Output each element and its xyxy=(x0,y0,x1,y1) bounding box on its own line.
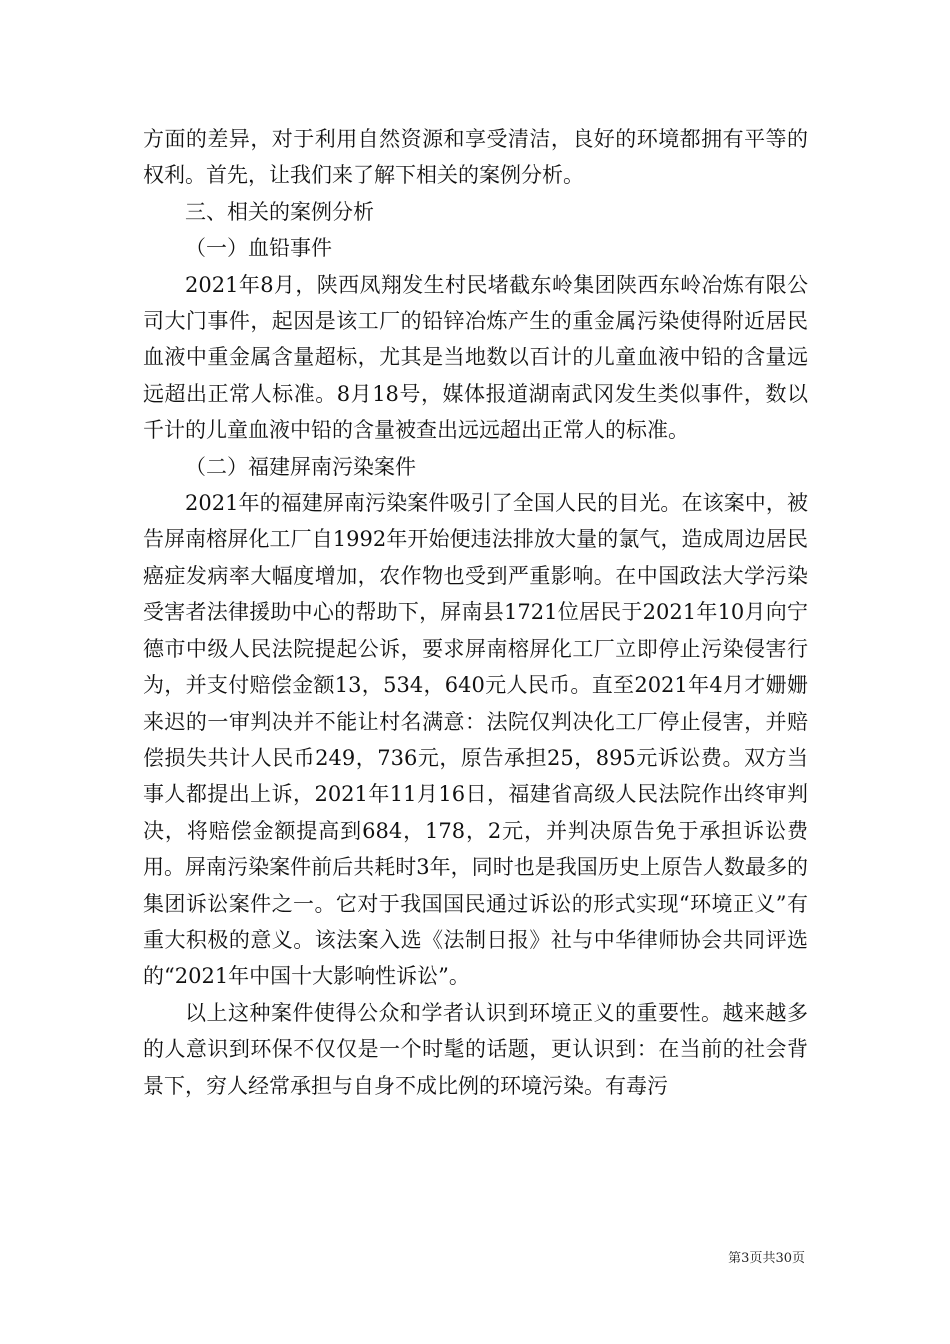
page-number-footer: 第3页共30页 xyxy=(728,1251,805,1266)
section-heading: 三、相关的案例分析 xyxy=(185,199,374,224)
paragraph-intro: 方面的差异，对于利用自然资源和享受清洁，良好的环境都拥有平等的权利。首先，让我们来了解下相关的案例分析。 xyxy=(143,127,808,188)
subsection-heading-pingnan: （二）福建屏南污染案件 xyxy=(185,454,416,479)
paragraph-conclusion: 以上这种案件使得公众和学者认识到环境正义的重要性。越来越多的人意识到环保不仅仅是一个时髦的话题，更认识到：在当前的社会背景下，穷人经常承担与自身不成比例的环境污染。有毒污 xyxy=(143,1000,808,1098)
subsection-heading-lead-blood: （一）血铅事件 xyxy=(185,236,332,261)
paragraph-pingnan: 2021年的福建屏南污染案件吸引了全国人民的目光。在该案中，被告屏南榕屏化工厂自1992年开始便违法排放大量的氯气，造成周边居民癌症发病率大幅度增加，农作物也受到严重影响。在中国政法大学污染受害者法律援助中心的帮助下，屏南县1721位居民于2021年10月向宁德市中级人民法院提起公诉，要求屏南榕屏化工厂立即停止污染侵害行为，并支付赔偿金额13，534，640元人民币。直至2021年4月才姗姗来迟的一审判决并不能让村名满意：法院仅判决化工厂停止侵害，并赔偿损失共计人民币249，736元，原告承担25，895元诉讼费。双方当事人都提出上诉，2021年11月16日，福建省高级人民法院作出终审判决，将赔偿金额提高到684，178，2元，并判决原告免于承担诉讼费用。屏南污染案件前后共耗时3年，同时也是我国历史上原告人数最多的集团诉讼案件之一。它对于我国国民通过诉讼的形式实现“环境正义”有重大积极的意义。该法案入选《法制日报》社与中华律师协会共同评选的“2021年中国十大影响性诉讼”。 xyxy=(143,491,808,989)
document-body xyxy=(143,121,808,1104)
paragraph-lead-blood: 2021年8月，陕西凤翔发生村民堵截东岭集团陕西东岭冶炼有限公司大门事件，起因是该工厂的铅锌冶炼产生的重金属污染使得附近居民血液中重金属含量超标，尤其是当地数以百计的儿童血液中铅的含量远远超出正常人标准。8月18号，媒体报道湖南武冈发生类似事件，数以千计的儿童血液中铅的含量被查出远远超出正常人的标准。 xyxy=(143,272,808,443)
